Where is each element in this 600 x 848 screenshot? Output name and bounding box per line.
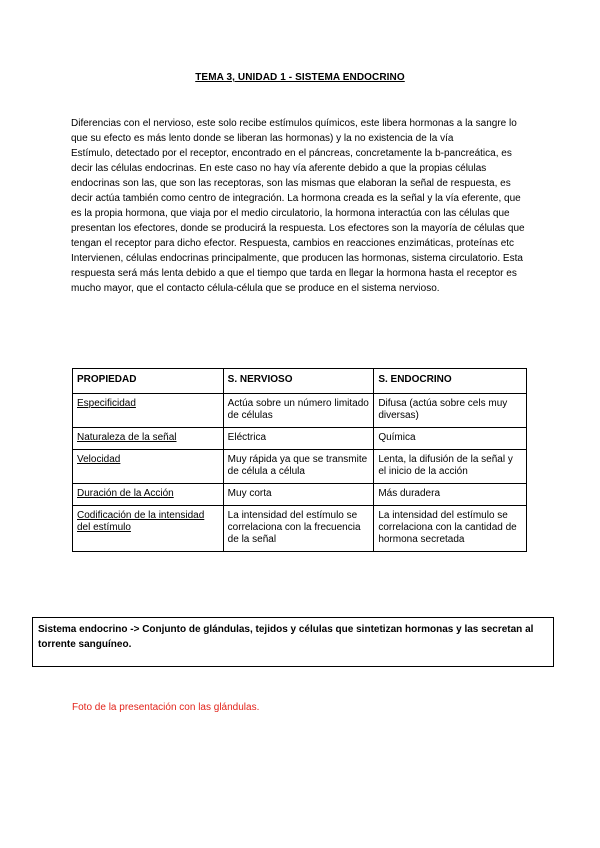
property-cell: Duración de la Acción [73,484,224,506]
nervous-cell: La intensidad del estímulo se correlaciona con la frecuencia de la señal [223,506,374,552]
property-cell: Velocidad [73,450,224,484]
table-row [73,428,527,450]
document-title: TEMA 3, UNIDAD 1 - SISTEMA ENDOCRINO [195,72,405,83]
nervous-cell: Eléctrica [223,428,374,450]
header-property: PROPIEDAD [73,369,224,394]
nervous-cell: Muy corta [223,484,374,506]
header-nervous-system: S. NERVIOSO [223,369,374,394]
table-row [73,394,527,428]
paragraph-differences: Diferencias con el nervioso, este solo recibe estímulos químicos, este libera hormonas a la sangre lo que su efecto es más lento donde se liberan las hormonas) y la no existencia de la vía [71,118,517,144]
nervous-cell: Actúa sobre un número limitado de células [223,394,374,428]
property-cell: Codificación de la intensidad del estímulo [73,506,224,552]
header-endocrine-system: S. ENDOCRINO [374,369,527,394]
property-cell: Naturaleza de la señal [73,428,224,450]
nervous-cell: Muy rápida ya que se transmite de célula a célula [223,450,374,484]
table-row [73,450,527,484]
endocrine-cell: Química [374,428,527,450]
table-row [73,484,527,506]
endocrine-cell: Más duradera [374,484,527,506]
endocrine-cell: La intensidad del estímulo se correlaciona con la cantidad de hormona secretada [374,506,527,552]
presentation-photo-note: Foto de la presentación con las glándulas. [72,702,260,713]
intro-text [71,116,533,296]
table-header-row [73,369,527,394]
paragraph-participants: Intervienen, células endocrinas principalmente, que producen las hormonas, sistema circulatorio. Esta respuesta será más lenta debido a que el tiempo que tarda en llegar la hormona hasta el receptor es mucho mayor, que el contacto célula-célula que se produce en el sistema nervioso. [71,253,523,294]
table-row [73,506,527,552]
property-cell: Especificidad [73,394,224,428]
comparison-table [72,368,527,552]
endocrine-cell: Difusa (actúa sobre cels muy diversas) [374,394,527,428]
endocrine-cell: Lenta, la difusión de la señal y el inicio de la acción [374,450,527,484]
definition-box: Sistema endocrino -> Conjunto de glándulas, tejidos y células que sintetizan hormonas y las secretan al torrente sanguíneo. [32,617,554,667]
paragraph-stimulus: Estímulo, detectado por el receptor, encontrado en el páncreas, concretamente la b-pancreática, es decir las células endocrinas. En este caso no hay vía aferente debido a que la propias células endocrinas son las, que son las receptoras, son las mismas que elaboran la señal de respuesta, es decir actúa también como centro de integración. La hormona creada es la señal y la vía eferente, que es la propia hormona, que viaja por el medio circulatorio, la hormona interactúa con las células que presentan los efectores, donde se producirá la respuesta. Los efectores son la mayoría de células que tengan el receptor para dicho efector. Respuesta, cambios en reacciones enzimáticas, proteínas etc [71,148,525,249]
